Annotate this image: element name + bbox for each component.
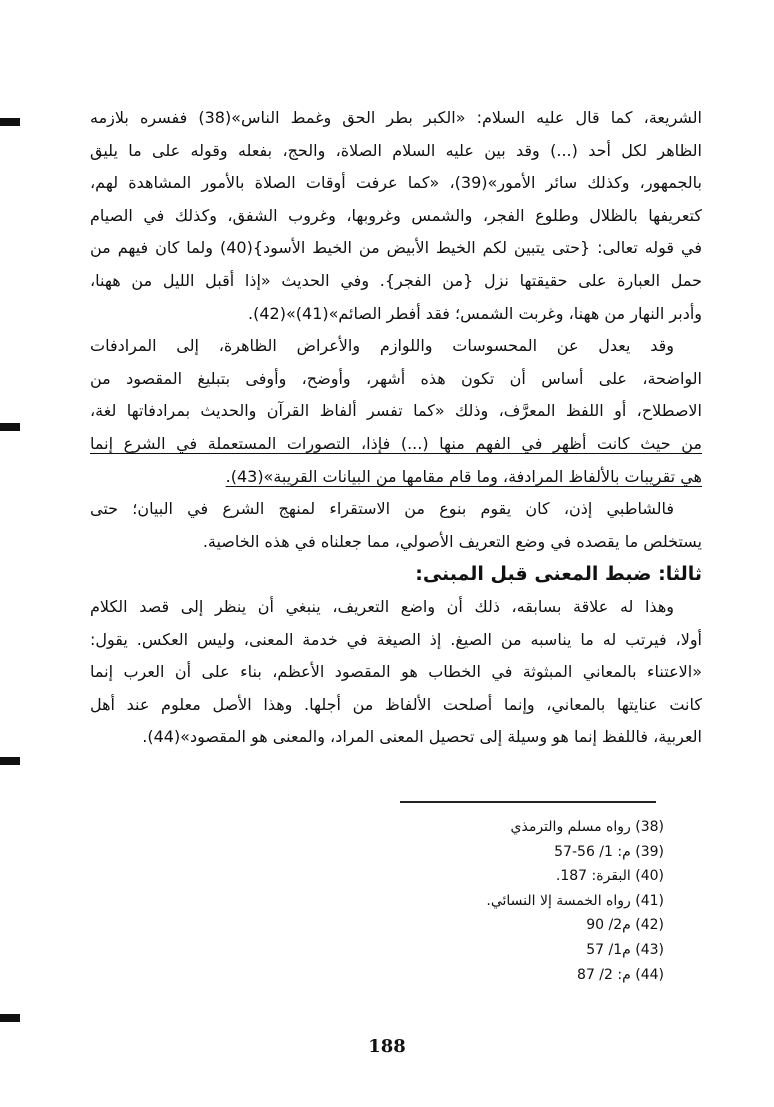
- text-line: وأدبر النهار من ههنا، وغربت الشمس؛ فقد أفطر الصائم»(41)»(42).: [248, 303, 702, 323]
- text-line: يستخلص ما يقصده في وضع التعريف الأصولي، مما جعلناه في هذه الخاصية.: [202, 531, 702, 551]
- page-number: 188: [368, 1036, 406, 1057]
- text-line: الظاهر لكل أحد (...) وقد بين عليه السلام الصلاة، والحج، بفعله وقوله على ما يليق: [90, 140, 702, 160]
- text-line: وهذا له علاقة بسابقه، ذلك أن واضع التعريف، ينبغي أن ينظر إلى قصد الكلام: [90, 596, 674, 616]
- text-line: الواضحة، على أساس أن تكون هذه أشهر، وأوضح، وأوفى بتبليغ المقصود من: [90, 368, 702, 388]
- text-line: من حيث كانت أظهر في الفهم منها (...) فإذا، التصورات المستعملة في الشرع إنما: [90, 433, 702, 453]
- text-line: الاصطلاح، أو اللفظ المعرَّف، وذلك «كما تفسر ألفاظ القرآن والحديث بمرادفاتها لغة،: [90, 401, 702, 421]
- text-line: كتعريفها بالظلال وطلوع الفجر، والشمس وغروبها، وغروب الشفق، وكذلك في الصيام: [90, 205, 702, 225]
- text-line: حمل العبارة على حقيقتها نزل {من الفجر}. وفي الحديث «إذا أقبل الليل من ههنا،: [90, 270, 702, 290]
- main-text: [90, 102, 702, 754]
- footnotes: [486, 815, 664, 987]
- text-line: في قوله تعالى: {حتى يتبين لكم الخيط الأبيض من الخيط الأسود}(40) ولما كان فيهم من: [90, 238, 702, 258]
- footnote: (42) م2/ 90: [586, 917, 664, 934]
- text-line: كانت عنايتها بالمعاني، وإنما أصلحت الألفاظ من أجلها. وهذا الأصل معلوم عند أهل: [90, 694, 702, 714]
- footnote: (40) البقرة: 187.: [555, 868, 664, 885]
- footnote: (41) رواه الخمسة إلا النسائي.: [486, 892, 664, 909]
- footnote: (43) م1/ 57: [586, 941, 664, 958]
- text-line: فالشاطبي إذن، كان يقوم بنوع من الاستقراء لمنهج الشرع في البيان؛ حتى: [90, 499, 674, 519]
- scan-edge-mark: [0, 1014, 20, 1022]
- text-line: هي تقريبات بالألفاظ المرادفة، وما قام مقامها من البيانات القريبة»(43).: [225, 466, 702, 486]
- text-line: وقد يعدل عن المحسوسات واللوازم والأعراض الظاهرة، إلى المرادفات: [90, 336, 674, 356]
- text-line: العربية، فاللفظ إنما هو وسيلة إلى تحصيل المعنى المراد، والمعنى هو المقصود»(44).: [142, 727, 702, 747]
- scan-edge-mark: [0, 118, 20, 126]
- footnote: (44) م: 2/ 87: [577, 966, 664, 983]
- footnote: (38) رواه مسلم والترمذي: [510, 819, 664, 835]
- text-line: بالجمهور، وكذلك سائر الأمور»(39)، «كما عرفت أوقات الصلاة بالأمور المشاهدة لهم،: [90, 173, 702, 193]
- text-line: الشريعة، كما قال عليه السلام: «الكبر بطر الحق وغمط الناس»(38) ففسره بلازمه: [90, 108, 702, 127]
- section-heading: ثالثا: ضبط المعنى قبل المبنى:: [415, 563, 702, 586]
- text-line: «الاعتناء بالمعاني المبثوثة في الخطاب هو المقصود الأعظم، بناء على أن العرب إنما: [90, 662, 702, 682]
- text-line: أولا، فيرتب له ما يناسبه من الصيغ. إذ الصيغة في خدمة المعنى، وليس العكس. يقول:: [90, 629, 702, 649]
- footnote: (39) م: 1/ 56-57: [554, 843, 664, 860]
- footnote-divider: [400, 801, 656, 803]
- scan-edge-mark: [0, 423, 20, 431]
- scan-edge-mark: [0, 757, 20, 765]
